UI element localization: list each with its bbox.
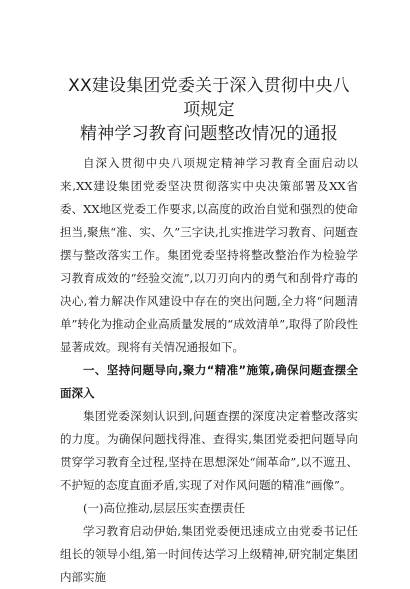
document-body [60, 152, 358, 589]
subsection-1-paragraph: 学习教育启动伊始,集团党委便迅速成立由党委书记任组长的领导小组,第一时间传达学习上级精神,研究制定集团内部实施 [60, 524, 358, 584]
document-title [60, 74, 358, 146]
subsection-heading-1: (一)高位推动,层层压实查摆责任 [83, 501, 246, 515]
section-heading-1: 一、坚持问题导向,聚力“精准”施策,确保问题查摆全面深入 [60, 363, 358, 400]
title-line-1: XX建设集团党委关于深入贯彻中央八项规定 [68, 76, 350, 120]
intro-paragraph: 自深入贯彻中央八项规定精神学习教育全面启动以来,XX建设集团党委坚决贯彻落实中央决策部署及XX省委、XX地区党委工作要求,以高度的政治自觉和强烈的使命担当,聚焦“准、实、久”三字诀,扎实推进学习教育、问题查摆与整改落实工作。集团党委坚持将整改整治作为检验学习教育成效的“经验交流”,以刀刃向内的勇气和刮骨疗毒的决心,着力解决作风建设中存在的突出问题,全力将“问题清单”转化为推动企业高质量发展的“成效清单”,取得了阶段性显著成效。现将有关情况通报如下。 [60, 156, 358, 354]
section-1-paragraph: 集团党委深刻认识到,问题查摆的深度决定着整改落实的力度。为确保问题找得准、查得实,集团党委把问题导向贯穿学习教育全过程,坚持在思想深处“闹革命”,以不遮丑、不护短的态度直面矛盾,实现了对作风问题的精准“画像”。 [60, 409, 358, 492]
title-line-2: 精神学习教育问题整改情况的通报 [80, 124, 338, 144]
